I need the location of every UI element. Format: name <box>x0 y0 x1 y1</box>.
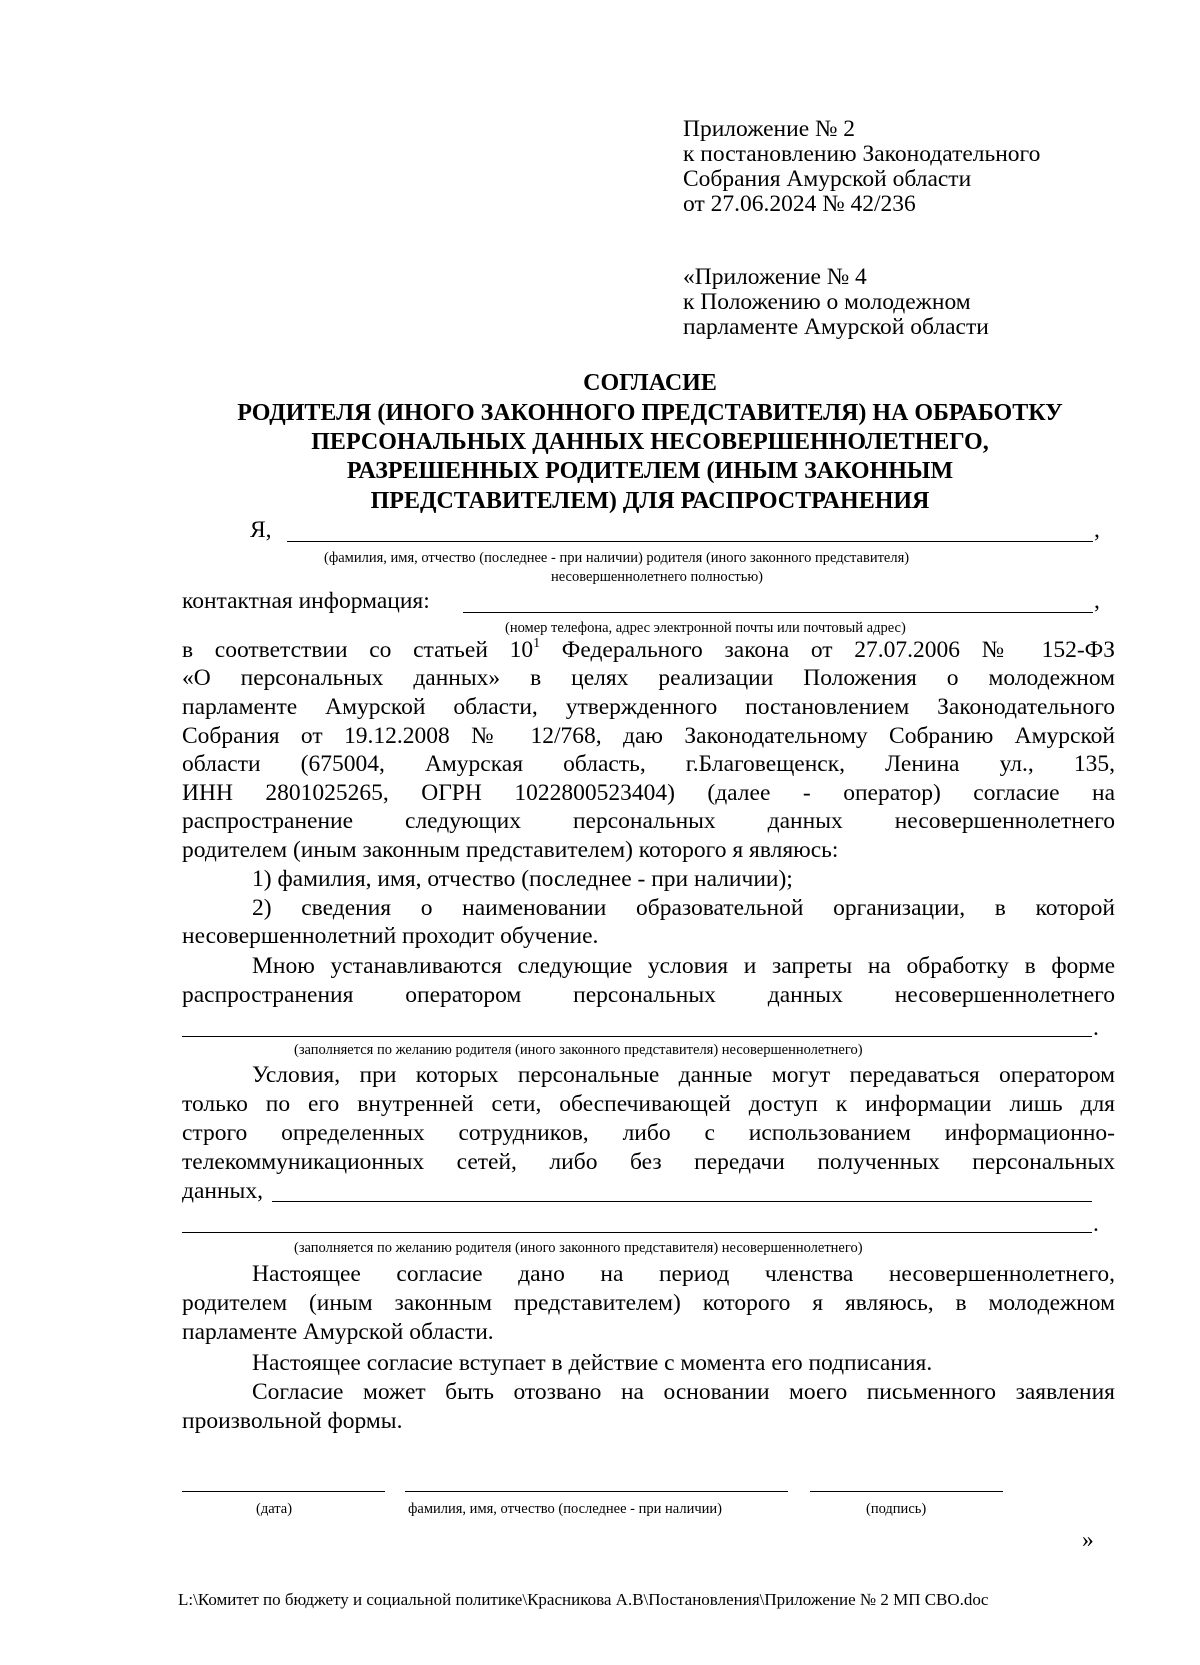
date-field[interactable] <box>182 1491 385 1492</box>
header-date-number: от 27.06.2024 № 42/236 <box>683 191 916 217</box>
header2-regulation: к Положению о молодежном <box>683 289 971 315</box>
contact-label: контактная информация: <box>182 588 430 614</box>
title-line-2: РОДИТЕЛЯ (ИНОГО ЗАКОННОГО ПРЕДСТАВИТЕЛЯ) НА ОБРАБОТКУ <box>237 400 1063 426</box>
body-line: ИНН 2801025265, ОГРН 1022800523404) (далее - оператор) согласие на <box>182 780 1115 806</box>
body-line: «О персональных данных» в целях реализации Положения о молодежном <box>182 665 1115 691</box>
title-consent: СОГЛАСИЕ <box>583 370 717 396</box>
conditions-paragraph-cont: распространения оператором персональных данных несовершеннолетнего <box>182 982 1115 1008</box>
transfer-conditions-l4: телекоммуникационных сетей, либо без передачи полученных персональных <box>182 1149 1115 1175</box>
signature-label: (подпись) <box>866 1501 927 1517</box>
revocation-l2: произвольной формы. <box>182 1408 403 1434</box>
transfer-field-1[interactable] <box>272 1201 1092 1202</box>
body-line: распространение следующих персональных данных несовершеннолетнего <box>182 808 1115 834</box>
list-item-education-cont: несовершеннолетний проходит обучение. <box>182 923 599 949</box>
title-line-5: ПРЕДСТАВИТЕЛЕМ) ДЛЯ РАСПРОСТРАНЕНИЯ <box>370 488 930 514</box>
title-line-4: РАЗРЕШЕННЫХ РОДИТЕЛЕМ (ИНЫМ ЗАКОННЫМ <box>346 458 954 484</box>
header-resolution-ref: к постановлению Законодательного <box>683 141 1041 167</box>
parent-name-label: Я, <box>250 517 272 543</box>
contact-comma: , <box>1094 588 1100 614</box>
body-line: родителем (иным законным представителем) которого я являюсь: <box>182 837 839 863</box>
parent-name-comma: , <box>1094 517 1100 543</box>
conditions-field[interactable] <box>182 1036 1092 1037</box>
header-appendix-number: Приложение № 2 <box>683 116 856 142</box>
transfer-field-2[interactable] <box>182 1232 1092 1233</box>
conditions-field-dot: . <box>1093 1015 1099 1041</box>
parent-name-field[interactable] <box>287 541 1093 542</box>
contact-field[interactable] <box>463 612 1093 613</box>
header-assembly: Собрания Амурской области <box>683 166 972 192</box>
parent-name-hint: (фамилия, имя, отчество (последнее - при наличии) родителя (иного законного представителя) <box>324 550 910 566</box>
conditions-paragraph: Мною устанавливаются следующие условия и запреты на обработку в форме <box>252 953 1115 979</box>
body-line: парламенте Амурской области, утвержденного постановлением Законодательного <box>182 694 1115 720</box>
transfer-conditions-l2: только по его внутренней сети, обеспечивающей доступ к информации лишь для <box>182 1091 1115 1117</box>
transfer-conditions: Условия, при которых персональные данные могут передаваться оператором <box>252 1062 1115 1088</box>
body-line: в соответствии со статьей $10^1$ Федерального закона от 27.07.2006 № 152-ФЗ <box>182 636 1115 663</box>
contact-hint: (номер телефона, адрес электронной почты или почтовый адрес) <box>505 620 906 636</box>
footer-file-path: L:\Комитет по бюджету и социальной политике\Красникова А.В\Постановления\Приложение № 2 МП СВО.doc <box>178 1590 989 1609</box>
validity-period-l3: парламенте Амурской области. <box>182 1319 494 1345</box>
full-name-field[interactable] <box>405 1491 788 1492</box>
date-label: (дата) <box>256 1501 293 1517</box>
full-name-label: фамилия, имя, отчество (последнее - при наличии) <box>408 1501 722 1517</box>
signature-field[interactable] <box>810 1491 1003 1492</box>
transfer-hint: (заполняется по желанию родителя (иного законного представителя) несовершеннолетнего) <box>294 1240 863 1256</box>
title-line-3: ПЕРСОНАЛЬНЫХ ДАННЫХ НЕСОВЕРШЕННОЛЕТНЕГО, <box>311 429 989 455</box>
parent-name-hint-2: несовершеннолетнего полностью) <box>551 569 764 585</box>
header2-appendix-number: «Приложение № 4 <box>683 264 867 290</box>
revocation: Согласие может быть отозвано на основании моего письменного заявления <box>252 1379 1115 1405</box>
conditions-hint: (заполняется по желанию родителя (иного законного представителя) несовершеннолетнего) <box>294 1042 863 1058</box>
validity-period: Настоящее согласие дано на период членства несовершеннолетнего, <box>252 1261 1115 1287</box>
transfer-conditions-l3: строго определенных сотрудников, либо с использованием информационно- <box>182 1120 1115 1146</box>
effective-date: Настоящее согласие вступает в действие с момента его подписания. <box>252 1350 933 1376</box>
body-line: Собрания от 19.12.2008 № 12/768, даю Законодательному Собранию Амурской <box>182 723 1115 749</box>
closing-quote: » <box>1082 1527 1094 1553</box>
list-item-name: 1) фамилия, имя, отчество (последнее - при наличии); <box>252 866 793 892</box>
body-line: области (675004, Амурская область, г.Благовещенск, Ленина ул., 135, <box>182 751 1115 777</box>
transfer-conditions-l5: данных, <box>182 1178 263 1204</box>
transfer-field-dot: . <box>1093 1211 1099 1237</box>
header2-parliament: парламенте Амурской области <box>683 314 989 340</box>
list-item-education: 2) сведения о наименовании образовательной организации, в которой <box>252 895 1115 921</box>
validity-period-l2: родителем (иным законным представителем) которого я являюсь, в молодежном <box>182 1290 1115 1316</box>
